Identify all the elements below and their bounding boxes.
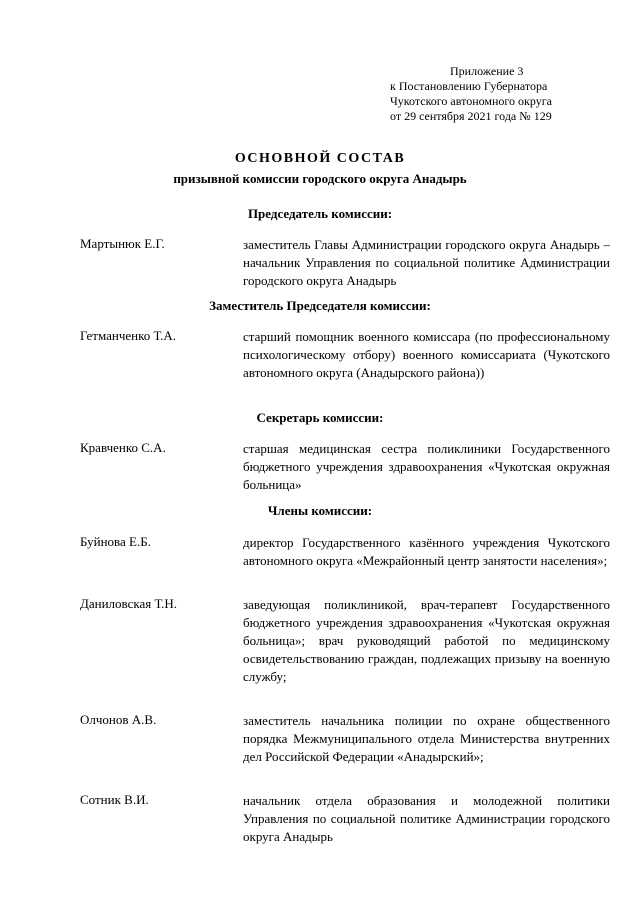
section-heading-chairman: Председатель комиссии: [247, 206, 393, 221]
section-heading-deputy: Заместитель Председателя комиссии: [209, 298, 431, 313]
member-name-buinova: Буйнова Е.Б. [80, 534, 151, 549]
section-heading-secretary: Секретарь комиссии: [256, 410, 384, 425]
member-role-kravchenko: старшая медицинская сестра поликлиники Государственного бюджетного учреждения здравоохранения «Чукотская окружная больница» [243, 441, 610, 492]
appendix-line-2: к Постановлению Губернатора [390, 79, 548, 93]
member-role-olchonov: заместитель начальника полиции по охране общественного порядка Межмуниципального отдела Министерства внутренних дел Российской Федерации «Анадырский»; [243, 713, 610, 764]
appendix-line-1: Приложение 3 [450, 64, 524, 78]
appendix-note [390, 64, 610, 124]
document-title: ОСНОВНОЙ СОСТАВ [234, 151, 406, 166]
member-name-kravchenko: Кравченко С.А. [80, 440, 166, 455]
member-role-danilovskaya: заведующая поликлиникой, врач-терапевт Государственного бюджетного учреждения здравоохранения «Чукотская окружная больница»; врач руководящий работой по медицинскому освидетельствованию граждан, подлежащих призыву на военную службу; [243, 597, 610, 684]
appendix-line-4: от 29 сентября 2021 года № 129 [390, 109, 552, 123]
member-name-danilovskaya: Даниловская Т.Н. [80, 596, 178, 611]
member-name-getmanchenko: Гетманченко Т.А. [80, 328, 177, 343]
member-role-sotnik: начальник отдела образования и молодежной политики Управления по социальной политике Администрации городского округа Анадырь [243, 793, 610, 844]
member-name-martynyuk: Мартынюк Е.Г. [80, 236, 165, 251]
member-role-getmanchenko: старший помощник военного комиссара (по профессиональному психологическому отбору) военного комиссариата (Чукотского автономного округа (Анадырского района)) [243, 329, 610, 380]
member-role-martynyuk: заместитель Главы Администрации городского округа Анадырь – начальник Управления по социальной политике Администрации городского округа Анадырь [243, 237, 610, 288]
appendix-line-3: Чукотского автономного округа [390, 94, 552, 108]
member-name-olchonov: Олчонов А.В. [80, 712, 157, 727]
member-role-buinova: директор Государственного казённого учреждения Чукотского автономного округа «Межрайонный центр занятости населения»; [243, 535, 610, 568]
member-name-sotnik: Сотник В.И. [80, 792, 149, 807]
section-heading-members: Члены комиссии: [267, 503, 373, 518]
document-subtitle: призывной комиссии городского округа Анадырь [173, 171, 467, 186]
